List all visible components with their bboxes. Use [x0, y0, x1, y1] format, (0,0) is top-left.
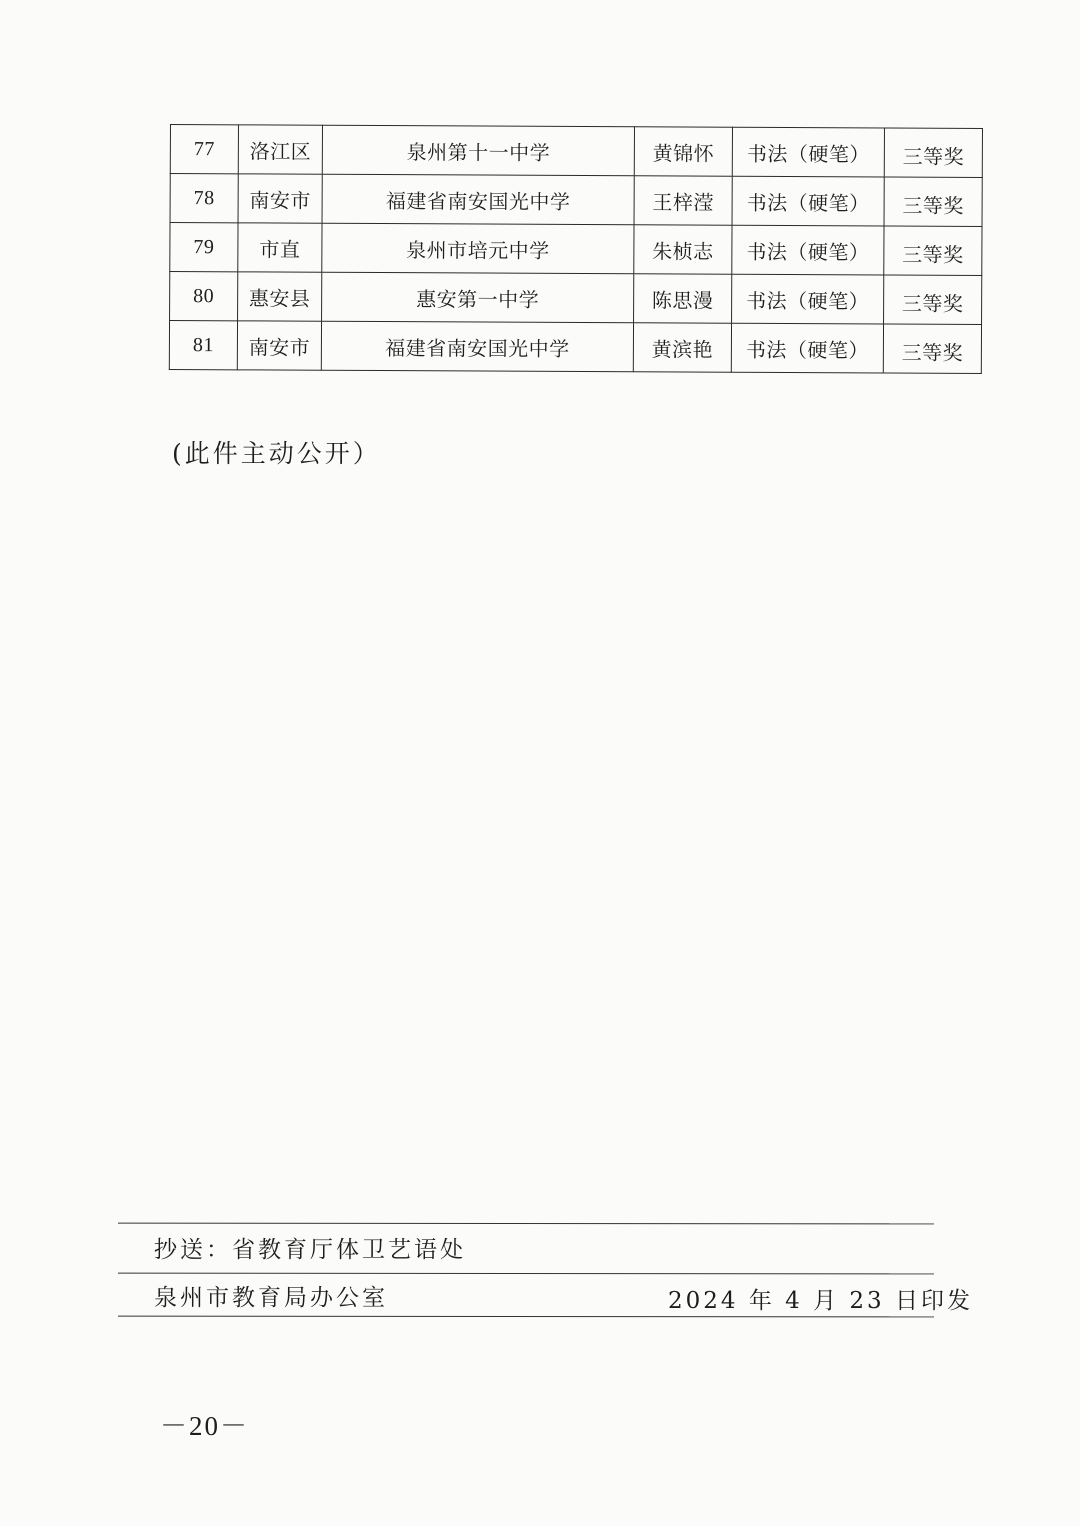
table-row — [170, 223, 982, 276]
student-cell: 王梓滢 — [634, 176, 732, 225]
district-cell: 惠安县 — [238, 272, 322, 321]
prize-cell: 三等奖 — [884, 128, 982, 177]
page-number: －20－ — [160, 1411, 249, 1441]
school-cell: 福建省南安国光中学 — [321, 321, 633, 372]
table-row — [170, 272, 982, 325]
table-row — [170, 125, 982, 178]
issue-date: 2024 年 4 月 23 日印发 — [668, 1288, 973, 1314]
school-cell: 泉州市培元中学 — [322, 223, 634, 274]
prize-cell: 三等奖 — [884, 177, 982, 226]
district-cell: 南安市 — [237, 321, 321, 370]
student-cell: 陈思漫 — [634, 274, 732, 323]
prize-cell: 三等奖 — [884, 275, 982, 324]
row-number: 80 — [170, 272, 238, 321]
issuing-office: 泉州市教育局办公室 — [154, 1285, 388, 1311]
student-cell: 朱桢志 — [634, 225, 732, 274]
row-number: 79 — [170, 223, 238, 272]
category-cell: 书法（硬笔） — [732, 274, 884, 324]
table-row — [169, 321, 981, 374]
category-cell: 书法（硬笔） — [732, 176, 884, 226]
row-number: 81 — [169, 321, 237, 370]
student-cell: 黄滨艳 — [633, 323, 731, 372]
category-cell: 书法（硬笔） — [732, 127, 884, 177]
district-cell: 洛江区 — [238, 125, 322, 174]
table-row — [170, 174, 982, 227]
category-cell: 书法（硬笔） — [731, 323, 883, 373]
student-cell: 黄锦怀 — [634, 127, 732, 176]
row-number: 78 — [170, 174, 238, 223]
footer-rule-middle — [118, 1273, 934, 1275]
cc-recipients: 抄送：省教育厅体卫艺语处 — [154, 1237, 466, 1263]
district-cell: 南安市 — [238, 174, 322, 223]
public-disclosure-note: (此件主动公开） — [172, 439, 381, 468]
district-cell: 市直 — [238, 223, 322, 272]
prize-cell: 三等奖 — [884, 226, 982, 275]
school-cell: 惠安第一中学 — [322, 272, 634, 323]
prize-cell: 三等奖 — [883, 324, 981, 373]
footer-rule-top — [118, 1223, 934, 1225]
award-table — [169, 124, 983, 374]
school-cell: 福建省南安国光中学 — [322, 174, 634, 225]
row-number: 77 — [170, 125, 238, 174]
school-cell: 泉州第十一中学 — [322, 125, 634, 176]
category-cell: 书法（硬笔） — [732, 225, 884, 275]
footer-rule-bottom — [118, 1316, 934, 1318]
